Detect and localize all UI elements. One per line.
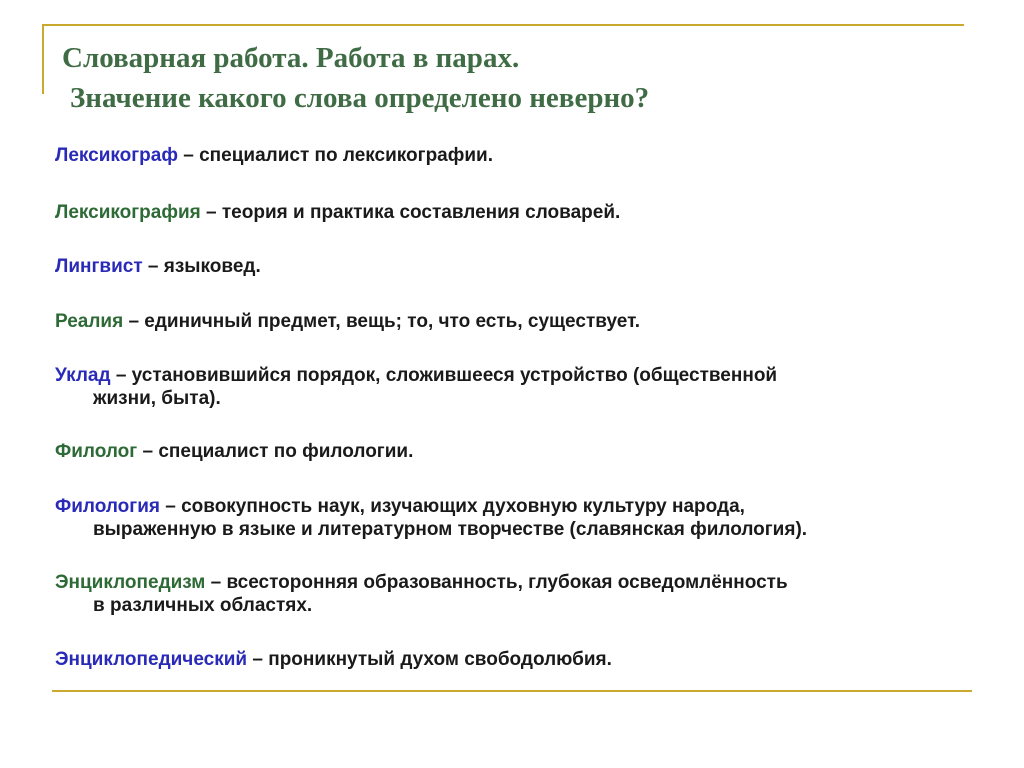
entry-term: Лексикография <box>55 202 201 223</box>
entry-term: Лексикограф <box>55 145 178 166</box>
entry-line: Лингвист – языковед. <box>55 256 261 277</box>
entry-definition: специалист по филологии. <box>158 441 414 462</box>
entry-line: Уклад – установившийся порядок, сложившееся устройство (общественной <box>55 365 778 386</box>
list-item-lexicographer <box>55 144 975 167</box>
list-item-encyclopedism <box>55 571 975 617</box>
entry-term: Филолог <box>55 441 138 462</box>
entry-definition: специалист по лексикографии. <box>199 145 494 166</box>
entry-term: Энциклопедизм <box>55 572 206 593</box>
entry-term: Лингвист <box>55 256 143 277</box>
entry-line: Реалия – единичный предмет, вещь; то, что есть, существует. <box>55 311 641 332</box>
entry-term: Филология <box>55 496 160 517</box>
entry-definition: совокупность наук, изучающих духовную культуру народа, <box>181 496 745 517</box>
entry-definition: всесторонняя образованность, глубокая осведомлённость <box>226 572 788 593</box>
list-item-philology <box>55 495 975 541</box>
list-item-realia <box>55 310 975 333</box>
entry-definition-continued: жизни, быта). <box>93 388 221 409</box>
list-item-lexicography <box>55 201 975 224</box>
entry-definition: теория и практика составления словарей. <box>221 202 621 223</box>
list-item-linguist <box>55 255 975 278</box>
entry-line: Лексикограф – специалист по лексикографии. <box>55 145 494 166</box>
entry-term: Уклад <box>55 365 111 386</box>
entry-term: Энциклопедический <box>55 649 248 670</box>
title-line-2: Значение какого слова определено неверно? <box>70 82 650 114</box>
slide-title <box>62 38 962 118</box>
entry-definition: установившийся порядок, сложившееся устройство (общественной <box>131 365 778 386</box>
entry-definition-continued: в различных областях. <box>93 595 313 616</box>
entry-line: Энциклопедизм – всесторонняя образованность, глубокая осведомлённость <box>55 572 788 593</box>
entry-line: Филолог – специалист по филологии. <box>55 441 414 462</box>
frame-rule-bottom <box>52 690 972 692</box>
entry-definition: единичный предмет, вещь; то, что есть, существует. <box>144 311 641 332</box>
entry-term: Реалия <box>55 311 124 332</box>
entry-definition-continued: выраженную в языке и литературном творчестве (славянская филология). <box>93 519 808 540</box>
list-item-encyclopedic <box>55 648 975 671</box>
frame-rule-top <box>42 24 964 26</box>
list-item-uklad <box>55 364 975 410</box>
entry-definition: проникнутый духом свободолюбия. <box>268 649 612 670</box>
list-item-philologist <box>55 440 975 463</box>
frame-rule-left <box>42 24 44 94</box>
title-line-1: Словарная работа. Работа в парах. <box>62 42 520 74</box>
entry-line: Лексикография – теория и практика составления словарей. <box>55 202 621 223</box>
entry-line: Филология – совокупность наук, изучающих духовную культуру народа, <box>55 496 745 517</box>
entry-definition: языковед. <box>163 256 261 277</box>
entry-line: Энциклопедический – проникнутый духом свободолюбия. <box>55 649 612 670</box>
